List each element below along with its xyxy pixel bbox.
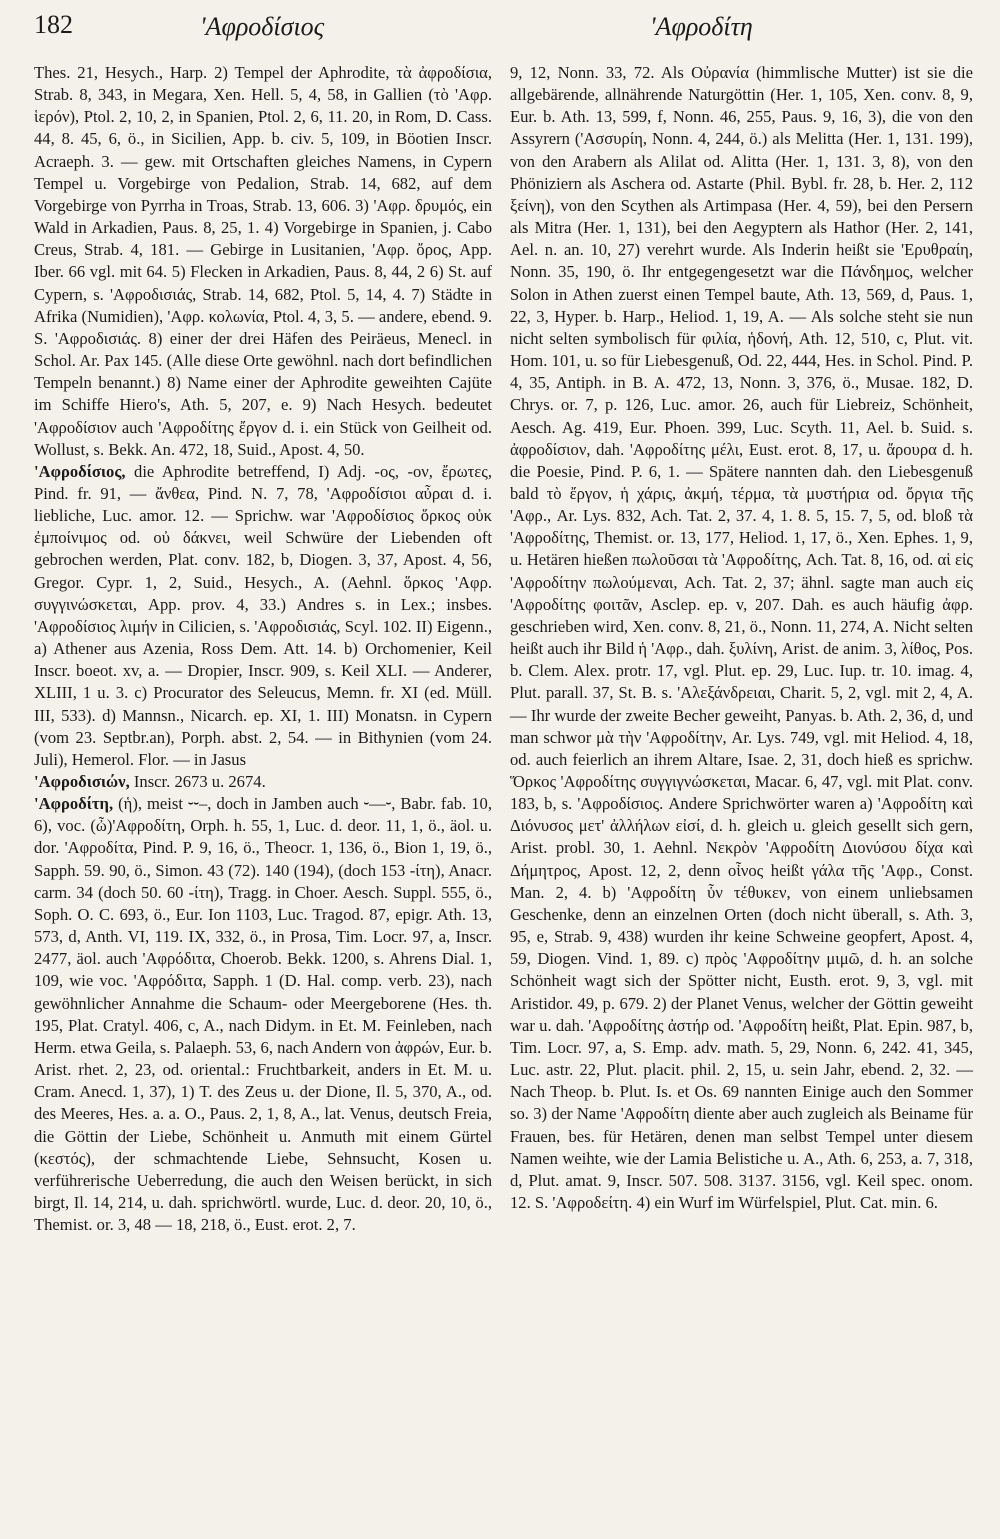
entry-aphrodision — [34, 771, 492, 793]
right-column — [510, 62, 973, 1214]
running-head-left: 'Αφροδίσιος — [200, 12, 325, 41]
page-number: 182 — [34, 10, 73, 39]
entry-text: Thes. 21, Hesych., Harp. 2) Tempel der Aphrodite, τὰ ἀφροδίσια, Strab. 8, 343, in Megara, Xen. Hell. 5, 4, 58, in Gallien (τὸ 'Αφρ. ἱερόν), Ptol. 2, 10, 2, in Spanien, Ptol. 2, 6, 11. 20, in Rom, D. Cass. 44, 8. 45, 6, ö., in Sicilien, App. b. civ. 5, 109, in Böotien Inscr. Acraeph. 3. — gew. mit Ortschaften gleiches Namens, in Cypern Tempel u. Vorgebirge von Pedalion, Strab. 14, 682, auf dem Vorgebirge von Pyrrha in Troas, Strab. 13, 606. 3) 'Αφρ. δρυμός, ein Wald in Arkadien, Paus. 8, 25, 1. 4) Vorgebirge in Spanien, j. Cabo Creus, Strab. 4, 181. — Gebirge in Lusitanien, 'Αφρ. ὄρος, App. Iber. 66 vgl. mit 64. 5) Flecken in Arkadien, Paus. 8, 44, 2 6) St. auf Cypern, s. 'Αφροδισιάς, Strab. 14, 682, Ptol. 5, 14, 4. 7) Städte in Afrika (Numidien), 'Αφρ. κολωνία, Ptol. 4, 3, 5. — andere, ebend. 9. S. 'Αφροδισιάς. 8) einer der drei Häfen des Peiräeus, Menecl. in Schol. Ar. Pax 145. (Alle diese Orte gewöhnl. nach dort befindlichen Tempeln benannt.) 8) Name einer der Aphrodite geweihten Cajüte im Schiffe Hiero's, Ath. 5, 207, e. 9) Nach Hesych. bedeutet 'Αφροδίσιον auch 'Αφροδίτης ἔργον d. i. ein Stück von Geilheit od. Wollust, s. Bekk. An. 472, 18, Suid., Apost. 4, 50. — [34, 63, 492, 459]
entry-text: (ἡ), meist ⏑⏑–, doch in Jamben auch ⏑––⏑, Babr. fab. 10, 6), voc. (ὦ)'Αφροδίτη, Orph. h. 55, 1, Luc. d. deor. 11, 1, ö., äol. u. dor. 'Αφροδίτα, Pind. P. 9, 16, ö., Theocr. 1, 136, ö., Bion 1, 19, ö., Sapph. 59. 90, ö., Simon. 43 (72). 140 (194), (doch 153 -ίτη), Anacr. carm. 34 (doch 50. 60 -ίτη), Tragg. in Choer. Aesch. Suppl. 555, ö., Soph. O. C. 693, ö., Eur. Ion 1103, Luc. Tragod. 87, epigr. Ath. 13, 573, d, Anth. VI, 119. IX, 332, ö., in Prosa, Tim. Locr. 97, a, Inscr. 2477, äol. auch 'Αφρόδιτα, Choerob. Bekk. 1200, s. Ahrens Dial. 1, 109, wie voc. 'Αφρόδιτα, Sapph. 1 (D. Hal. comp. verb. 23), nach gewöhnlicher Annahme die Schaum- oder Meergeborene (Hes. th. 195, Plat. Cratyl. 406, c, A., nach Didym. in Et. M. Feinleben, nach Herm. etwa Geila, s. Palaeph. 53, 6, nach Andern von ἀφρών, Eur. b. Arist. rhet. 2, 23, od. oriental.: Fruchtbarkeit, anders in Et. M. u. Cram. Anecd. 1, 37), 1) T. des Zeus u. der Dione, Il. 5, 370, A., od. des Meeres, Hes. a. a. O., Paus. 2, 1, 8, A., lat. Venus, deutsch Freia, die Göttin der Liebe, Schönheit u. Anmuth mit einem Gürtel (κεστός), der schmachtende Liebe, Sehnsucht, Kosen u. verführerische Ueberredung, die auch den Weisen berückt, in sich birgt, Il. 14, 214, u. dah. sprichwörtl. wurde, Luc. d. deor. 20, 10, ö., Themist. or. 3, 48 — 18, 218, ö., Eust. erot. 2, 7. — [34, 794, 492, 1235]
entry-text: die Aphrodite betreffend, I) Adj. -ος, -ον, ἔρωτες, Pind. fr. 91, — ἄνθεα, Pind. N. 7, 78, 'Αφροδίσιοι αὖραι d. i. liebliche, Luc. amor. 12. — Sprichw. war 'Αφροδίσιος ὅρκος οὐκ ἐμποίνιμος od. οὐ δάκνει, weil Schwüre der Liebenden oft gebrochen werden, Plat. conv. 182, b, Diogen. 3, 37, Apost. 4, 56, Gregor. Cypr. 1, 2, Suid., Hesych., A. (Aehnl. ὅρκος 'Αφρ. συγγινώσκεται, App. prov. 4, 33.) Andres s. in Lex.; insbes. 'Αφροδίσιος λιμήν in Cilicien, s. 'Αφροδισιάς, Scyl. 102. II) Eigenn., a) Athener aus Azenia, Ross Dem. Att. 14. b) Orchomenier, Keil Inscr. boeot. xv, a. — Dropier, Inscr. 909, s. Keil XLI. — Anderer, XLIII, 1 u. 3. c) Procurator des Seleucus, Memn. fr. XI (ed. Müll. III, 533). d) Mannsn., Nicarch. ep. XI, 1. III) Monatsn. in Cypern (vom 23. Septbr.an), Porph. abst. 2, 54. — in Bithynien (vom 24. Juli), Hemerol. Flor. — in Jasus — [34, 461, 492, 769]
lemma-headword: 'Αφροδίσιος, — [34, 461, 126, 481]
lemma-headword: 'Αφροδισιών, — [34, 772, 130, 791]
entry-aphrodisios — [34, 461, 492, 771]
lemma-headword: 'Αφροδίτη, — [34, 794, 114, 814]
running-head-right: 'Αφροδίτη — [650, 12, 753, 41]
entry-aphrodite — [34, 793, 492, 1236]
entry-continuation — [34, 62, 492, 461]
left-column — [34, 62, 492, 1236]
entry-text: Inscr. 2673 u. 2674. — [129, 772, 266, 791]
entry-continuation — [510, 62, 973, 1214]
entry-text: 9, 12, Nonn. 33, 72. Als Οὐρανία (himmlische Mutter) ist sie die allgebärende, allnährende Naturgöttin (Her. 1, 105, Xen. conv. 8, 9, Eur. b. Ath. 13, 599, f, Nonn. 46, 255, Paus. 9, 16, 3), die von den Assyrern ('Ασσυρίη, Nonn. 4, 244, ö.) als Melitta (Her. 1, 131. 199), von den Arabern als Alilat od. Alitta (Her. 1, 131. 3, 8), von den Phöniziern als Aschera od. Astarte (Phil. Bybl. fr. 28, b. Her. 2, 112 ξείνη), von den Scythen als Artimpasa (Her. 4, 59), bei den Persern als Mitra (Her. 1, 131), bei den Aegyptern als Hathor (Her. 2, 141, Ael. n. an. 10, 27) verehrt wurde. Als Inderin heißt sie 'Ερυθραίη, Nonn. 35, 190, ö. Ihr entgegengesetzt war die Πάνδημος, welcher Solon in Athen zuerst einen Tempel baute, Ath. 13, 569, d, Paus. 1, 22, 3, Hyper. b. Harp., Heliod. 1, 19, A. — Als solche steht sie nun nicht selten symbolisch für φιλία, ἡδονή, Ath. 12, 510, c, Plut. vit. Hom. 101, u. so für Liebesgenuß, Od. 22, 444, Hes. in Schol. Pind. P. 4, 35, Antiph. in B. A. 472, 13, Nonn. 3, 376, ö., Musae. 182, D. Chrys. or. 7, p. 126, Luc. amor. 26, auch für Liebreiz, Schönheit, Aesch. Ag. 419, Eur. Phoen. 399, Luc. Scyth. 11, Ael. b. Suid. s. ἀφροδίσιον, dah. 'Αφροδίτης μέλι, Eust. erot. 8, 17, u. ἄρουρα d. h. die Poesie, Pind. P. 6, 1. — Spätere nannten dah. den Liebesgenuß bald τὸ ἔργον, ἡ χάρις, ἀκμή, τέρμα, τὰ μυστήρια od. ὄργια τῆς 'Αφρ., Ar. Lys. 832, Ach. Tat. 2, 37. 4, 1. 8. 5, 15. 7, 5, od. bloß τὰ 'Αφροδίτης, Themist. or. 13, 177, Heliod. 1, 17, ö., Xen. Ephes. 1, 9, u. Hetären hießen πωλοῦσαι τὰ 'Αφροδίτης, Ach. Tat. 8, 16, od. αἱ εἰς 'Αφροδίτην πωλούμεναι, Ach. Tat. 2, 37; ähnl. sagte man auch εἰς 'Αφροδίτης φοιτᾶν, Asclep. ep. v, 207. Dah. es auch häufig ἀφρ. geschrieben wird, Xen. conv. 8, 21, ö., Nonn. 11, 274, A. Nicht selten heißt auch ihr Bild ἡ 'Αφρ., dah. ξυλίνη, Arist. de anim. 3, λίθος, Pos. b. Clem. Alex. protr. 17, vgl. Plut. ep. 29, Luc. Iup. tr. 10. imag. 4, Plut. parall. 37, St. B. s. 'Αλεξάνδρειαι, Charit. 5, 2, vgl. mit 2, 4, A. — Ihr wurde der zweite Becher geweiht, Panyas. b. Ath. 2, 36, d, und man schwor μὰ τὴν 'Αφροδίτην, Ar. Lys. 749, vgl. mit Heliod. 4, 18, od. auch feierlich an ihrem Altare, Isae. 2, 31, doch hieß es sprichw. Ὅρκος 'Αφροδίτης συγγιγνώσκεται, Macar. 6, 47, vgl. mit Plat. conv. 183, b, s. 'Αφροδίσιος. Andere Sprichwörter waren a) 'Αφροδίτη καὶ Διόνυσος μετ' ἀλλήλων εἰσί, d. h. gleich u. gleich gesellt sich gern, Arist. probl. 30, 1. Aehnl. Νεκρὸν 'Αφροδίτη Διονύσου δίχα καὶ Δήμητρος, Apost. 12, 2, denn οἶνος heißt γάλα τῆς 'Αφρ., Const. Man. 2, 4. b) 'Αφροδίτη ὗν τέθυκεν, von einem unliebsamen Geschenke, denn an einzelnen Orten (doch nicht überall, s. Ath. 3, 95, e, Strab. 9, 438) wurden ihr keine Schweine geopfert, Apost. 4, 59, Diogen. Vind. 1, 89. c) πρὸς 'Αφροδίτην μιμῶ, d. h. an solche Schönheit wagt sich der Spötter nicht, Eusth. erot. 9, 3, vgl. mit Aristidor. 49, p. 679. 2) der Planet Venus, welcher der Göttin geweiht war u. dah. 'Αφροδίτης ἀστήρ od. 'Αφροδίτη heißt, Plat. Epin. 987, b, Tim. Locr. 97, a, S. Emp. adv. math. 5, 29, Nonn. 6, 242. 41, 345, Luc. astr. 22, Plut. placit. phil. 2, 15, u. sein Jahr, ebend. 2, 32. — Nach Theop. b. Plut. Is. et Os. 69 nannten Einige auch den Sommer so. 3) der Name 'Αφροδίτη diente aber auch zugleich als Beiname für Frauen, bes. für Hetären, denen man selbst Tempel unter diesem Namen weihte, wie der Lamia Belistiche u. A., Ath. 6, 253, a. 7, 318, d, Plut. amat. 9, Inscr. 507. 508. 3137. 3156, vgl. Keil spec. onom. 12. S. 'Αφροδείτη. 4) ein Wurf im Würfelspiel, Plut. Cat. min. 6. — [510, 63, 973, 1212]
